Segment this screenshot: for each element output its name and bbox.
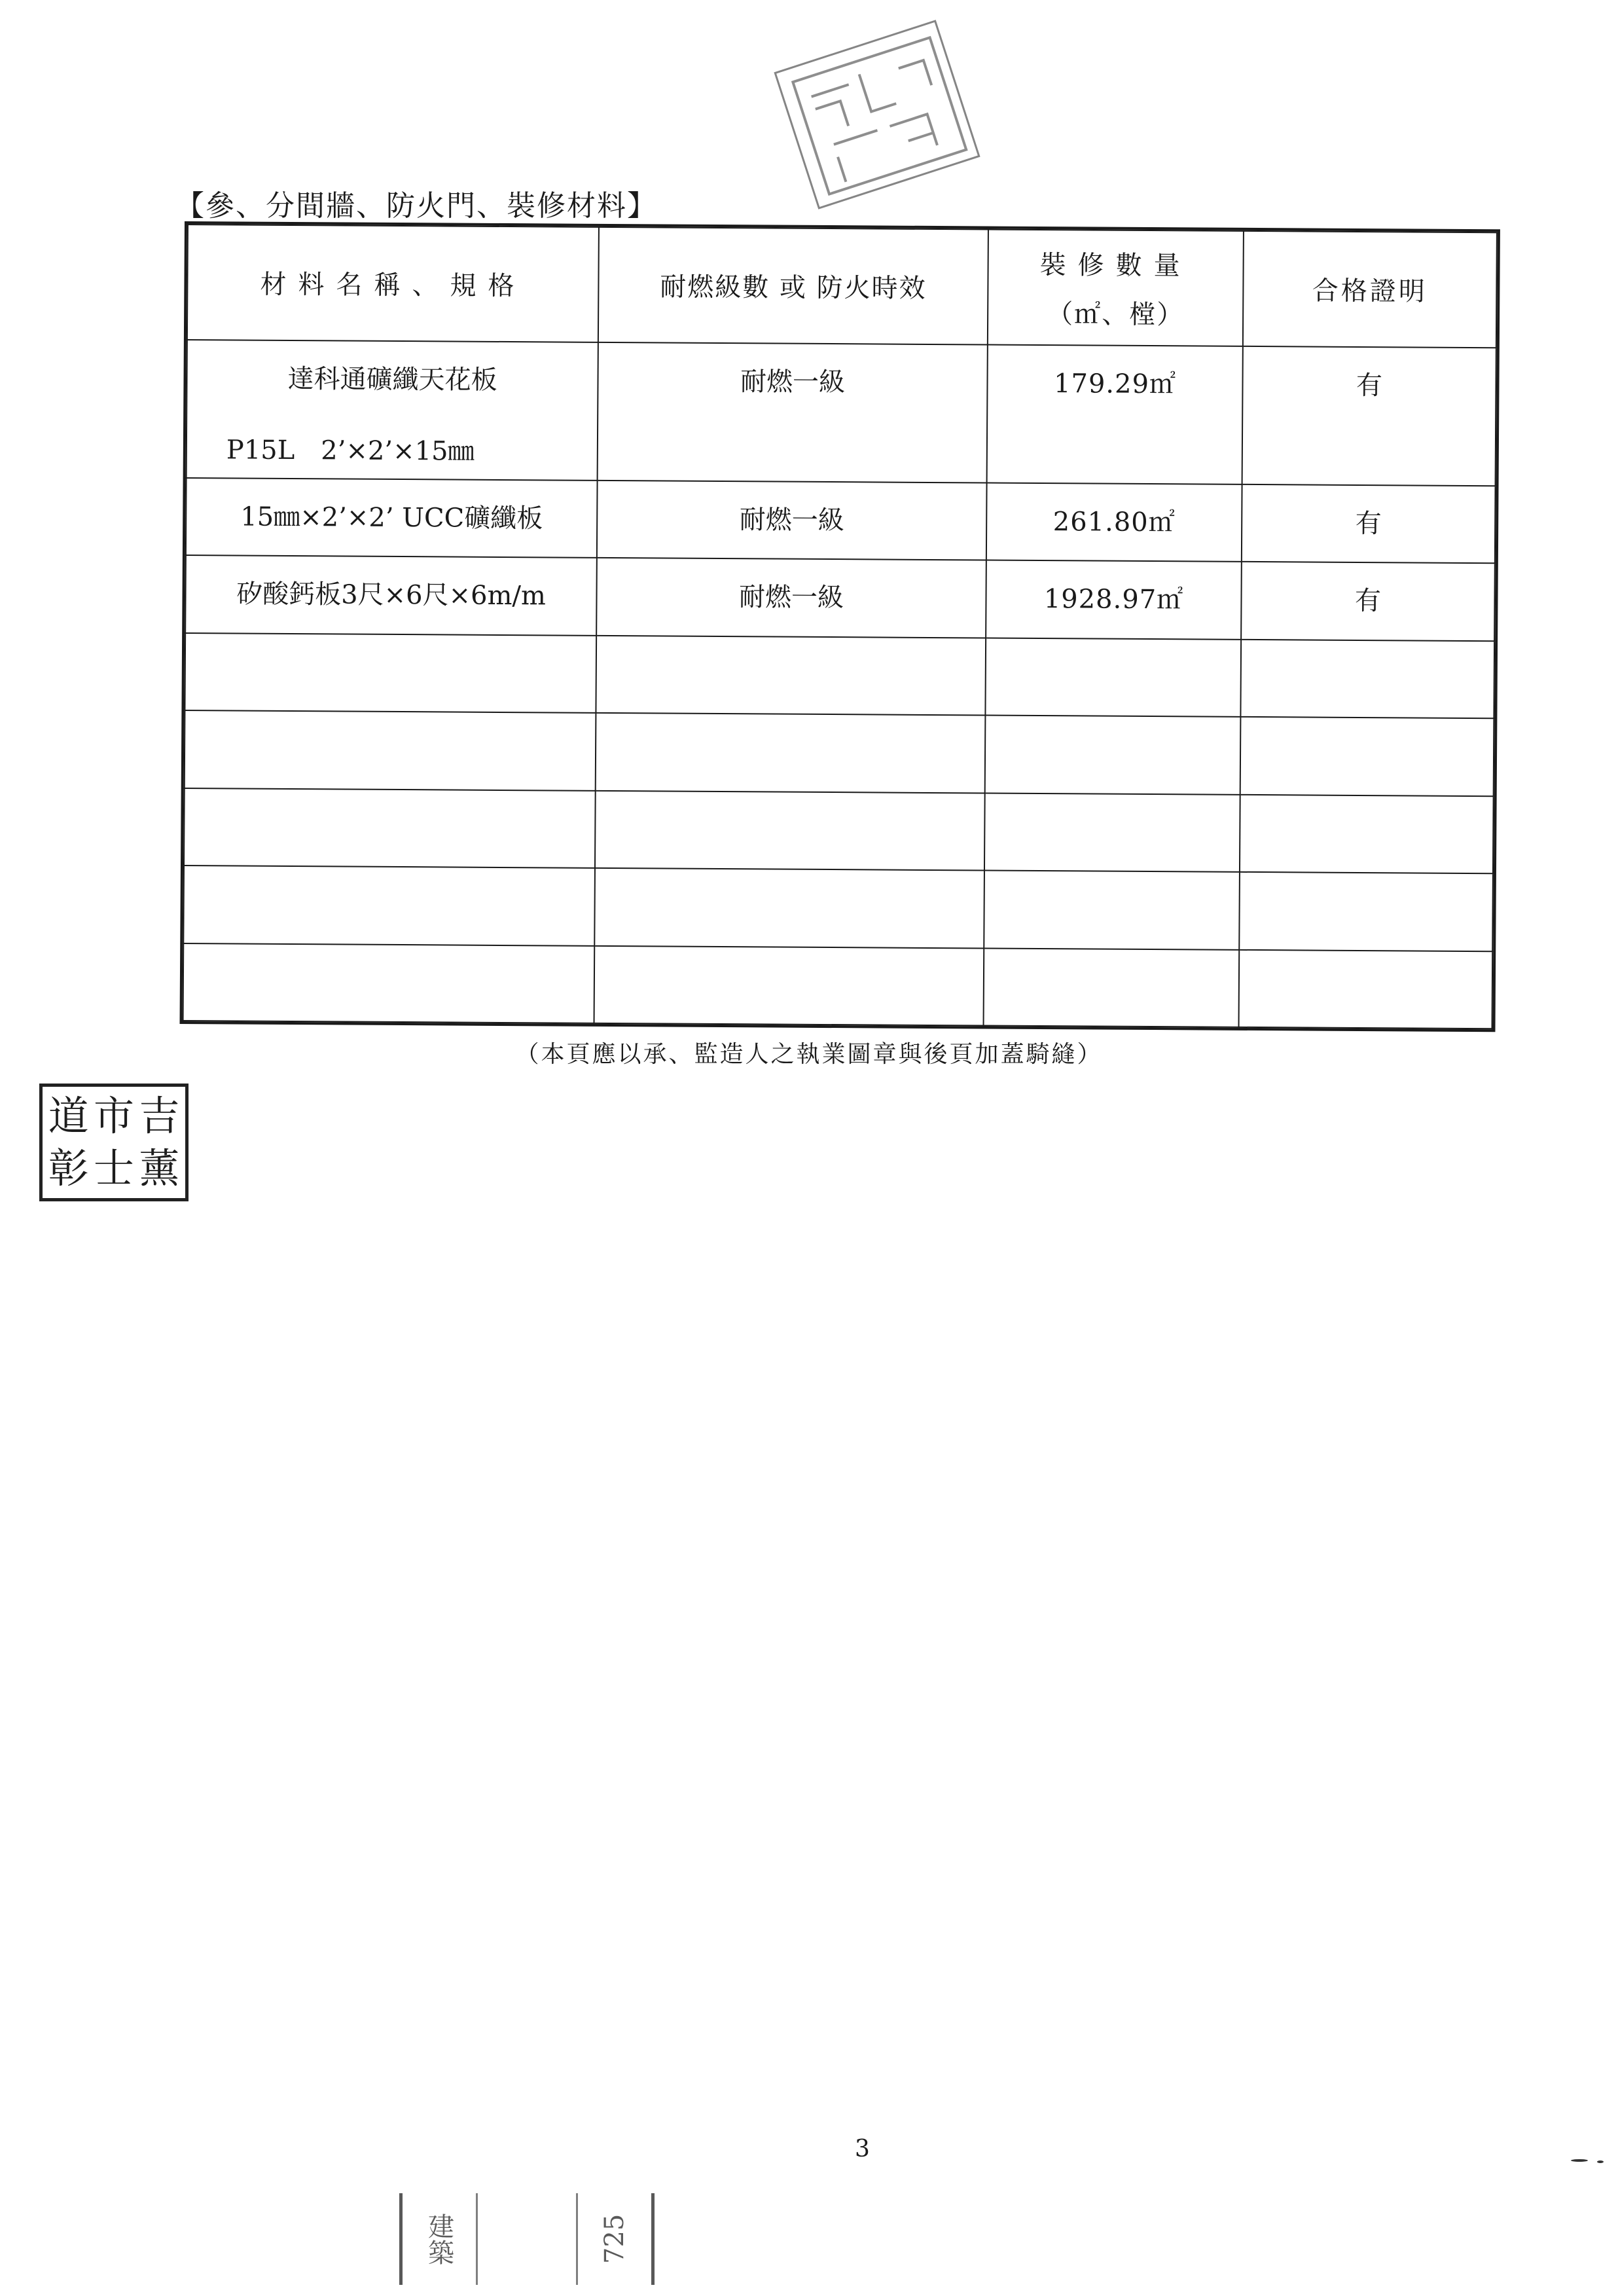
perforation-seal-mark: 建築 (399, 2193, 478, 2285)
header-material-name: 材料名稱、規格 (187, 225, 599, 342)
material-name-cell: 矽酸鈣板3尺×6尺×6m/m (185, 555, 597, 635)
fire-rating-cell: 耐燃一級 (597, 481, 987, 560)
certificate-cell: 有 (1241, 562, 1495, 641)
blank-cell (1239, 872, 1493, 951)
header-certificate: 合格證明 (1243, 231, 1497, 348)
blank-cell (1240, 640, 1494, 719)
seal-char: 市 (93, 1092, 134, 1140)
blank-cell (596, 713, 986, 793)
seal-char: 士 (93, 1144, 134, 1192)
header-fire-rating: 耐燃級數 或 防火時效 (598, 227, 988, 344)
header-quantity: 裝修數量 （㎡、樘） (988, 230, 1244, 346)
fire-rating-cell: 耐燃一級 (598, 342, 988, 483)
scan-speck (1597, 2160, 1604, 2163)
certificate-cell: 有 (1242, 484, 1496, 564)
table-row-blank (185, 633, 1494, 719)
blank-cell (985, 716, 1241, 795)
blank-cell (183, 866, 595, 945)
fire-rating-cell: 耐燃一級 (596, 558, 986, 638)
seal-char: 彰 (48, 1144, 89, 1192)
table-row (187, 340, 1496, 486)
quantity-cell: 261.80㎡ (986, 483, 1242, 562)
seal-char: 薰 (139, 1144, 180, 1192)
blank-cell (185, 633, 596, 713)
top-seal-stamp (774, 20, 980, 210)
quantity-cell: 1928.97㎡ (986, 560, 1242, 640)
architect-seal-stamp (39, 1084, 189, 1201)
table-row-blank (185, 710, 1494, 796)
blank-cell (984, 948, 1240, 1027)
blank-cell (1240, 795, 1494, 874)
table-row-blank (183, 943, 1493, 1029)
seal-char: 吉 (139, 1092, 180, 1140)
material-name-cell: 15㎜×2’×2’ UCC礦纖板 (186, 478, 598, 558)
table-row (186, 478, 1496, 564)
quantity-cell: 179.29㎡ (987, 344, 1243, 484)
table-row-blank (184, 788, 1494, 874)
blank-cell (596, 636, 986, 716)
materials-table-frame (180, 221, 1500, 1032)
materials-table (183, 224, 1498, 1029)
blank-cell (594, 945, 984, 1025)
page-number: 3 (855, 2136, 870, 2162)
certificate-cell: 有 (1242, 346, 1496, 486)
perforation-seal-mark: 725 (576, 2193, 655, 2285)
scan-speck (1571, 2159, 1588, 2162)
faded-seal-pattern (785, 31, 969, 199)
table-header-row (187, 225, 1497, 348)
blank-cell (184, 788, 596, 868)
blank-cell (183, 943, 595, 1023)
blank-cell (1240, 717, 1494, 796)
blank-cell (595, 791, 985, 871)
material-name-cell: 達科通礦纖天花板 P15L 2’×2’×15㎜ (187, 340, 598, 481)
blank-cell (984, 793, 1240, 872)
section-heading: 【參、分間牆、防火門、裝修材料】 (175, 189, 657, 223)
seal-char: 道 (48, 1092, 89, 1140)
blank-cell (185, 710, 596, 790)
blank-cell (984, 871, 1240, 950)
table-row-blank (183, 866, 1493, 951)
seal-instruction-caption: （本頁應以承、監造人之執業圖章與後頁加蓋騎縫） (515, 1041, 1103, 1068)
table-row (185, 555, 1495, 641)
blank-cell (1239, 949, 1493, 1029)
blank-cell (594, 868, 984, 948)
blank-cell (985, 638, 1241, 717)
